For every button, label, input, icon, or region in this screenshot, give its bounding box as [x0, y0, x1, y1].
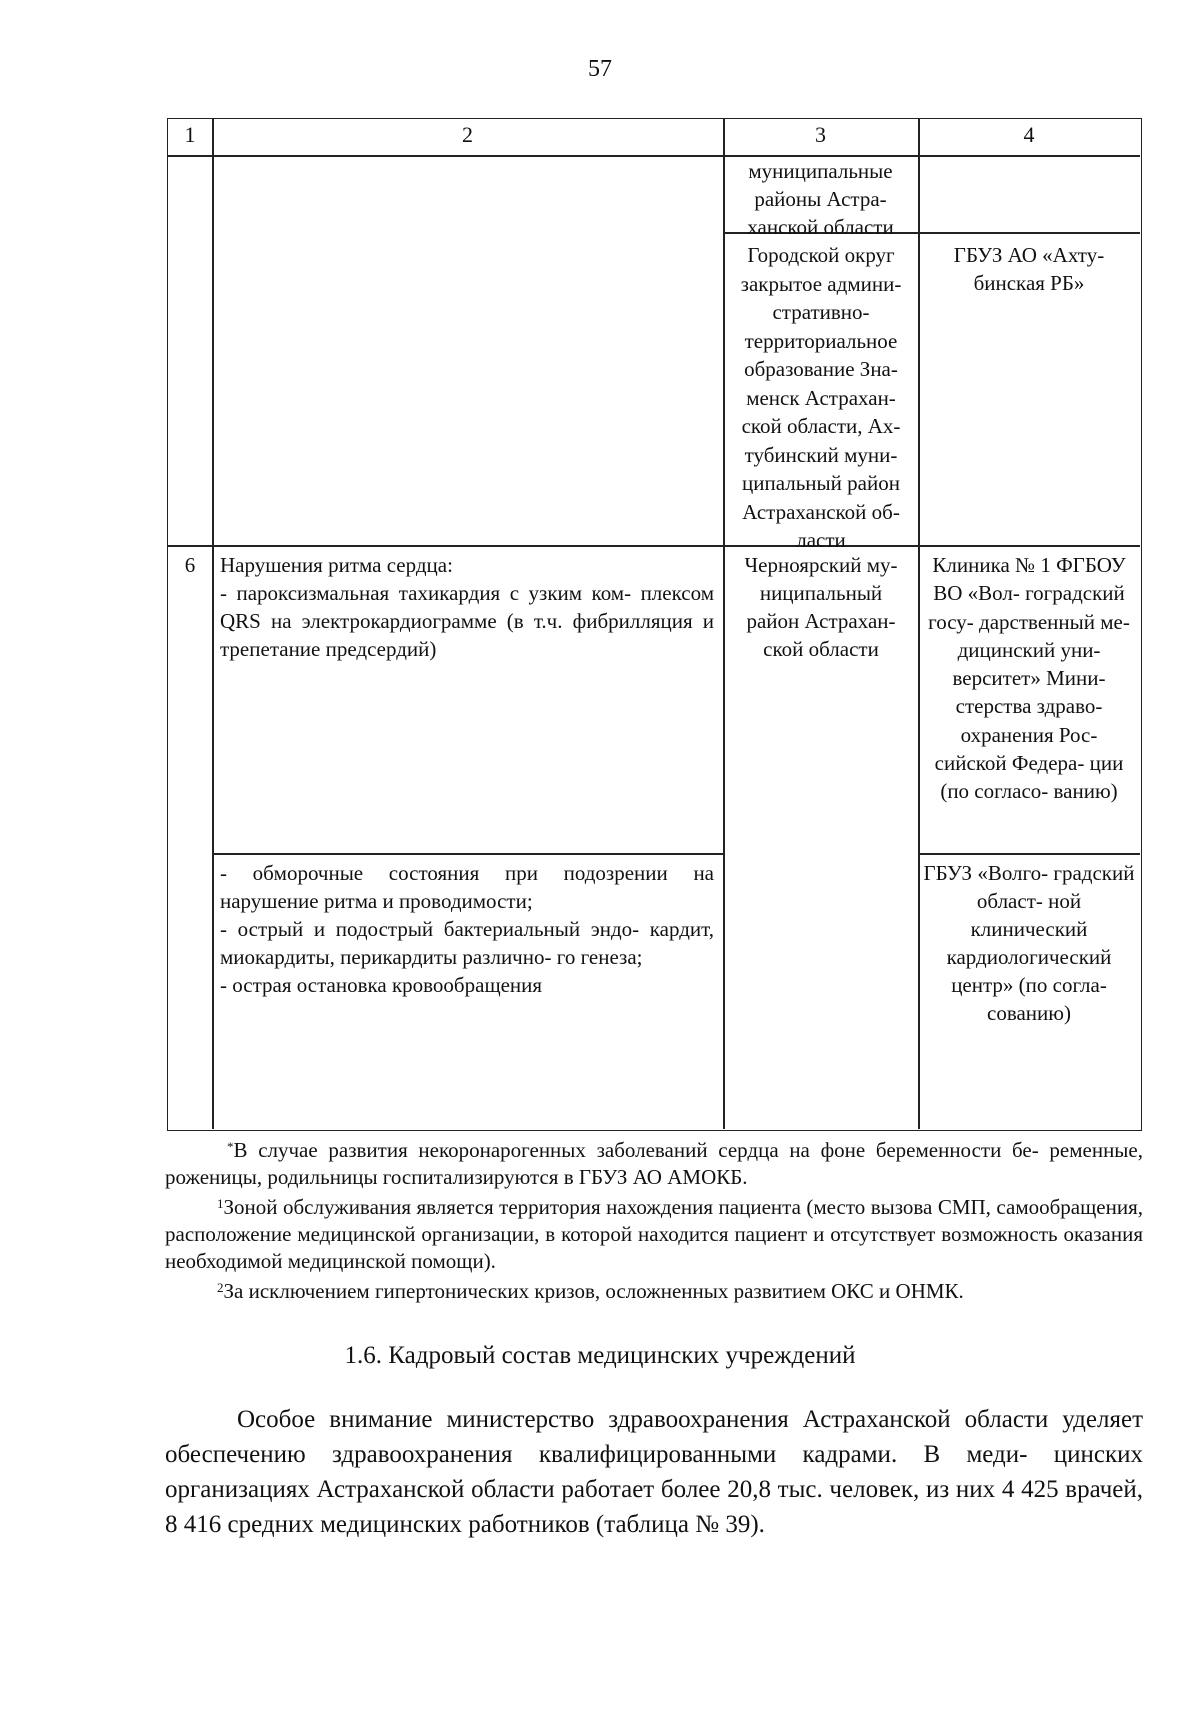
row-6-col4: Клиника № 1 ФГБОУ ВО «Вол- гоградский госу- дарственный ме- дицинский уни- верситет» Мини- стерства здраво- охранения Рос- сийской Федера- ции (по согласо- ванию) [928, 553, 1130, 804]
row-6b-line-1: - обморочные состояния при подозрении на нарушение ритма и проводимости; [220, 861, 714, 913]
row-6b-line-3: - острая остановка кровообращения [220, 973, 543, 997]
col-divider-2 [723, 119, 725, 1129]
cont-row-b-col3: Городской округ закрытое админи- стративно- территориальное образование Зна- менск Астрахан- ской области, Ах- тубинский муни- ципальный район Астраханской об- ласти [740, 243, 902, 552]
row-6-col2 [220, 551, 714, 663]
col-divider-1 [212, 119, 214, 1129]
row-6-title: Нарушения ритма сердца: [220, 553, 453, 577]
body-paragraph: Особое внимание министерство здравоохранения Астраханской области уделяет обеспечению здравоохранения квалифицированными кадрами. В меди- цинских организациях Астраханской области работает более 20,8 тыс. человек, из них 4 425 врачей, 8 416 средних медицинских работников (таблица № 39). [165, 1406, 1143, 1538]
footnote-mark-2: 2 [217, 1280, 224, 1295]
row-6-text: - пароксизмальная тахикардия с узким ком- плексом QRS на электрокардиограмме (в т.ч. фибрилляция и трепетание предсердий) [220, 581, 714, 661]
footnote-1 [165, 1194, 1143, 1275]
row-6-number: 6 [184, 553, 196, 577]
footnote-text-2: За исключением гипертонических кризов, осложненных развитием ОКС и ОНМК. [223, 1279, 964, 1303]
header-col-1: 1 [184, 122, 196, 147]
cont-row-b-col4: ГБУЗ АО «Ахту- бинская РБ» [953, 243, 1105, 295]
header-col-2: 2 [462, 122, 473, 147]
row-divider-b [168, 545, 1140, 547]
row-6b-col4: ГБУЗ «Волго- градский област- ной клинический кардиологический центр» (по согла- сованию) [923, 861, 1135, 1025]
cont-row-a-col3: муниципальные районы Астра- ханской области [747, 159, 894, 239]
header-divider [168, 155, 1140, 157]
footnote-mark-asterisk: * [227, 1139, 234, 1154]
row-divider-c [212, 853, 723, 855]
footnote-asterisk [165, 1137, 1143, 1191]
row-6b-line-2: - острый и подострый бактериальный эндо- кардит, миокардиты, перикардиты различно- го генеза; [220, 917, 714, 969]
row-6b-col2 [220, 859, 714, 999]
footnote-mark-1: 1 [217, 1196, 224, 1211]
footnote-text-1: Зоной обслуживания является территория нахождения пациента (место вызова СМП, самообращения, расположение медицинской организации, в которой находится пациент и отсутствует возможность оказания необходимой медицинской помощи). [165, 1195, 1143, 1273]
footnote-2 [165, 1278, 1143, 1305]
footnote-text-asterisk: В случае развития некоронарогенных заболеваний сердца на фоне беременности бе- ременные, роженицы, родильницы госпитализируются в ГБУЗ АО АМОКБ. [165, 1138, 1143, 1189]
row-divider-d [918, 853, 1140, 855]
header-col-4: 4 [1023, 122, 1035, 147]
header-col-3: 3 [815, 122, 826, 147]
col-divider-3 [918, 119, 920, 1129]
row-6-col3: Черноярский му- ниципальный район Астрахан- ской области [744, 553, 898, 661]
page-number: 57 [588, 56, 612, 82]
data-table [167, 118, 1142, 1131]
section-title: 1.6. Кадровый состав медицинских учреждений [344, 1342, 856, 1369]
